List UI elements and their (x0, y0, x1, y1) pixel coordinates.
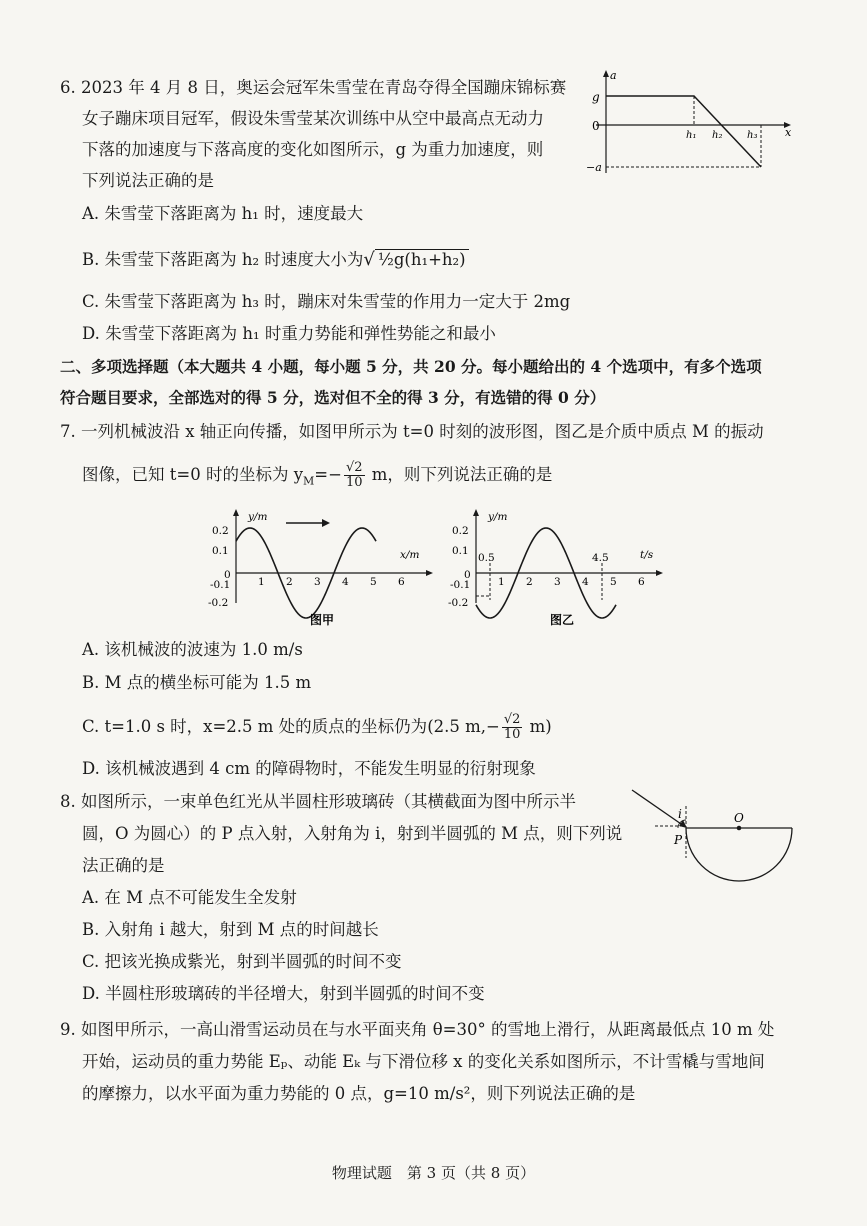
q8-label-i: i (678, 807, 682, 821)
q8-glass-semicircle-figure (628, 776, 798, 888)
q9-stem-line-1: 9. 如图甲所示，一高山滑雪运动员在与水平面夹角 θ=30° 的雪地上滑行，从距离最低点 10 m 处 (60, 1020, 775, 1039)
q6-option-b-text: B. 朱雪莹下落距离为 h₂ 时速度大小为 (82, 250, 364, 269)
q8-stem-line-1: 8. 如图所示，一束单色红光从半圆柱形玻璃砖（其横截面为图中所示半 (60, 792, 576, 811)
q6-label-h3: h₃ (747, 130, 758, 141)
q7a-xtick: 6 (398, 576, 405, 588)
q7-option-a: A. 该机械波的波速为 1.0 m/s (82, 640, 303, 659)
q7a-ylabel: y/m (248, 511, 268, 523)
q7b-caption: 图乙 (550, 613, 575, 627)
q7-frac-num: √2 (345, 460, 363, 475)
q7b-ytick: -0.2 (448, 597, 469, 609)
q7b-mark-05: 0.5 (478, 552, 495, 564)
q7a-xtick: 4 (342, 576, 349, 588)
q6-option-d: D. 朱雪莹下落距离为 h₁ 时重力势能和弹性势能之和最小 (82, 324, 496, 343)
q7b-xtick: 5 (610, 576, 617, 588)
q7a-xtick: 5 (370, 576, 377, 588)
q7b-xtick: 3 (554, 576, 561, 588)
q8-stem-line-3: 法正确的是 (82, 856, 165, 875)
q7-fraction (344, 461, 365, 490)
q7a-ytick: 0.2 (212, 525, 229, 537)
q7-option-c-suffix: m) (524, 717, 552, 736)
q6-option-c: C. 朱雪莹下落距离为 h₃ 时，蹦床对朱雪莹的作用力一定大于 2mg (82, 292, 571, 311)
q7a-xlabel: x/m (400, 549, 420, 561)
q8-option-d: D. 半圆柱形玻璃砖的半径增大，射到半圆弧的时间不变 (82, 984, 485, 1003)
q7a-ytick: 0.1 (212, 545, 229, 557)
q7a-ytick: -0.2 (208, 597, 229, 609)
q6-label-g: g (592, 90, 600, 104)
q7b-ytick: 0 (464, 569, 471, 581)
q7b-ytick: 0.2 (452, 525, 469, 537)
q7a-caption: 图甲 (310, 613, 335, 627)
q7-option-c-frac-num: √2 (503, 712, 521, 727)
q6-label-zero: 0 (592, 119, 600, 133)
q7b-xtick: 2 (526, 576, 533, 588)
q7-stem-line-1: 7. 一列机械波沿 x 轴正向传播，如图甲所示为 t=0 时刻的波形图，图乙是介质中质点 M 的振动 (60, 422, 764, 441)
q6-option-b-radicand: ½g(h₁+h₂) (375, 249, 469, 269)
q7-option-b: B. M 点的横坐标可能为 1.5 m (82, 673, 312, 692)
q8-option-c: C. 把该光换成紫光，射到半圆弧的时间不变 (82, 952, 402, 971)
q6-label-neg-a: −a (586, 161, 602, 174)
q7-stem-line-2-a: 图像，已知 t=0 时的坐标为 y (82, 465, 304, 484)
q7a-xtick: 1 (258, 576, 265, 588)
q9-stem-line-2: 开始，运动员的重力势能 Eₚ、动能 Eₖ 与下滑位移 x 的变化关系如图所示，不计雪橇与雪地间 (82, 1052, 765, 1071)
q7b-ytick: 0.1 (452, 545, 469, 557)
q7b-mark-45: 4.5 (592, 552, 609, 564)
q7-option-d: D. 该机械波遇到 4 cm 的障碍物时，不能发生明显的衍射现象 (82, 759, 536, 778)
q7-option-c-text: C. t=1.0 s 时，x=2.5 m 处的质点的坐标仍为 (82, 717, 428, 736)
q7a-xtick: 2 (286, 576, 293, 588)
q6-stem-line-2: 女子蹦床项目冠军，假设朱雪莹某次训练中从空中最高点无动力 (82, 109, 544, 128)
q6-label-h2: h₂ (712, 130, 723, 141)
q9-stem-line-3: 的摩擦力，以水平面为重力势能的 0 点，g=10 m/s²，则下列说法正确的是 (82, 1084, 636, 1103)
q7-stem-line-2-b: m，则下列说法正确的是 (366, 465, 553, 484)
q7-option-c-frac-den: 10 (503, 727, 521, 742)
q6-axis-a: a (610, 69, 617, 82)
page-footer: 物理试题 第 3 页（共 8 页） (331, 1164, 536, 1182)
q6-stem-line-4: 下列说法正确的是 (82, 171, 214, 190)
q7-equals: =− (314, 465, 342, 484)
q7b-xtick: 1 (498, 576, 505, 588)
q7a-ytick: 0 (224, 569, 231, 581)
q7-figure-b (448, 508, 663, 632)
q6-stem-line-1: 6. 2023 年 4 月 8 日，奥运会冠军朱雪莹在青岛夺得全国蹦床锦标赛 (60, 78, 567, 97)
q6-option-b: B. 朱雪莹下落距离为 h₂ 时速度大小为√ ½g(h₁+h₂) (82, 248, 469, 272)
q8-label-o: O (734, 811, 744, 825)
q8-option-a: A. 在 M 点不可能发生全发射 (82, 888, 297, 907)
q7b-ytick: -0.1 (450, 579, 471, 591)
q8-option-b: B. 入射角 i 越大，射到 M 点的时间越长 (82, 920, 379, 939)
section2-heading-line-2: 符合题目要求，全部选对的得 5 分，选对但不全的得 3 分，有选错的得 0 分） (60, 388, 606, 407)
q6-axis-x: x (785, 126, 792, 139)
section2-heading-line-1: 二、多项选择题（本大题共 4 小题，每小题 5 分，共 20 分。每小题给出的 4 个选项中，有多个选项 (60, 357, 762, 376)
q7a-xtick: 3 (314, 576, 321, 588)
q7b-xtick: 6 (638, 576, 645, 588)
q7-option-c-fraction (502, 713, 523, 742)
q7-frac-den: 10 (345, 475, 363, 490)
q6-label-h1: h₁ (686, 130, 697, 141)
q7b-ylabel: y/m (488, 511, 508, 523)
q6-option-a: A. 朱雪莹下落距离为 h₁ 时，速度最大 (82, 204, 364, 223)
q7-option-c-paren: (2.5 m,− (427, 717, 500, 736)
q7-option-c (82, 713, 552, 742)
q8-stem-line-2: 圆，O 为圆心）的 P 点入射，入射角为 i，射到半圆弧的 M 点，则下列说 (82, 824, 623, 843)
q6-stem-line-3: 下落的加速度与下落高度的变化如图所示，g 为重力加速度，则 (82, 140, 544, 159)
q7b-xtick: 4 (582, 576, 589, 588)
q7-stem-line-2 (82, 461, 552, 493)
q7b-xlabel: t/s (640, 549, 654, 561)
q7-figure-a (208, 508, 433, 632)
q6-acceleration-graph (586, 68, 796, 180)
q8-label-p: P (674, 833, 683, 847)
q7a-ytick: -0.1 (210, 579, 231, 591)
q7-subscript-m: M (303, 474, 315, 488)
